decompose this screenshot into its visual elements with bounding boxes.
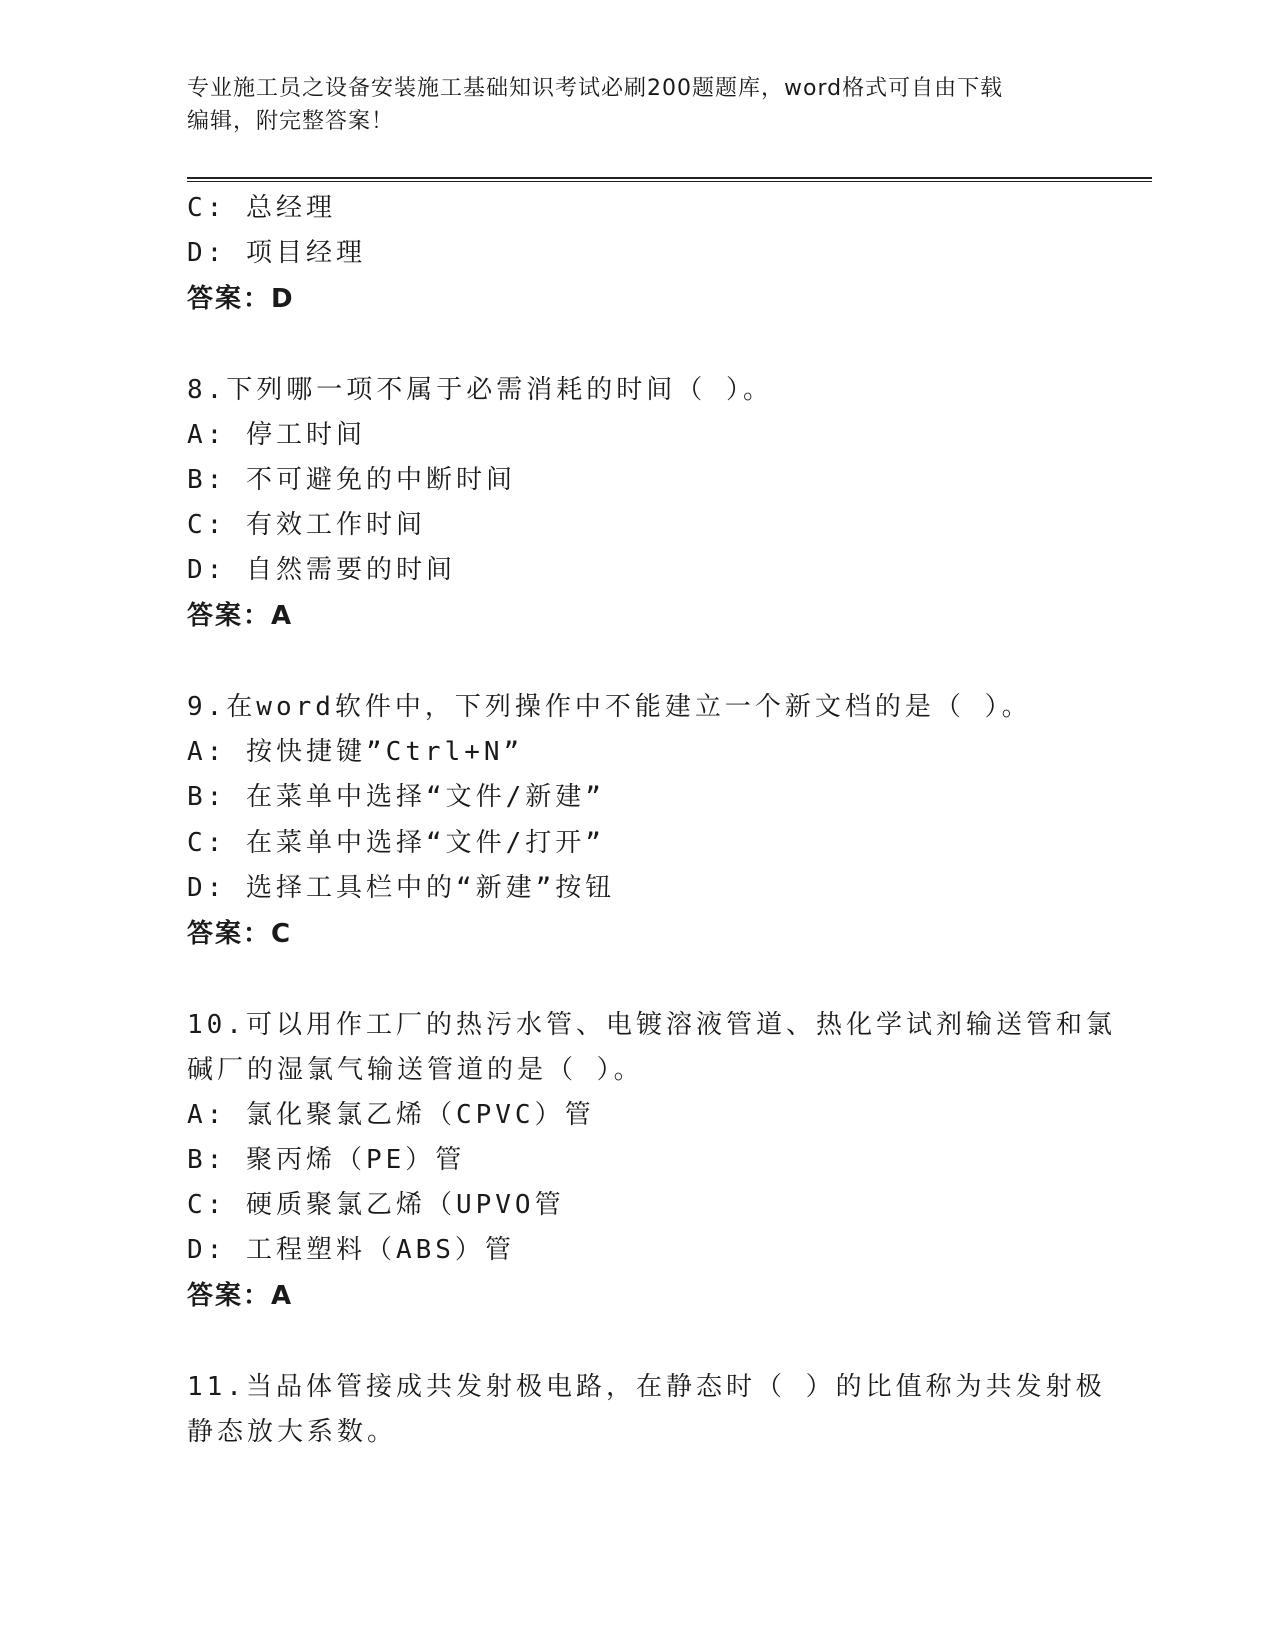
q10-option-a: A: 氯化聚氯乙烯（CPVC）管 xyxy=(187,1100,595,1130)
q10-option-b: B: 聚丙烯（PE）管 xyxy=(187,1145,466,1175)
q8-stem: 8.下列哪一项不属于必需消耗的时间（ ）。 xyxy=(187,375,773,405)
q10-stem-line1: 10.可以用作工厂的热污水管、电镀溶液管道、热化学试剂输送管和氯 xyxy=(187,1010,1116,1040)
q11-stem-line1: 11.当品体管接成共发射极电路，在静态时（ ）的比值称为共发射极 xyxy=(187,1372,1106,1402)
q10-stem-line2: 碱厂的湿氯气输送管道的是（ ）。 xyxy=(187,1055,644,1085)
q9-option-d: D: 选择工具栏中的“新建”按钮 xyxy=(187,873,616,903)
document-header xyxy=(187,72,1087,138)
q8-option-d: D: 自然需要的时间 xyxy=(187,555,456,585)
q8-option-b: B: 不可避免的中断时间 xyxy=(187,465,516,495)
q7-option-c: C: 总经理 xyxy=(187,193,336,223)
q7-answer: 答案：D xyxy=(187,284,295,314)
q8-answer: 答案：A xyxy=(187,601,294,631)
q7-option-d: D: 项目经理 xyxy=(187,238,366,268)
q9-stem: 9.在word软件中，下列操作中不能建立一个新文档的是（ ）。 xyxy=(187,692,1032,722)
q10-option-c: C: 硬质聚氯乙烯（UPVO管 xyxy=(187,1190,565,1220)
q9-option-b: B: 在菜单中选择“文件/新建” xyxy=(187,782,605,812)
q10-answer: 答案：A xyxy=(187,1281,294,1311)
header-divider-bottom xyxy=(187,181,1152,182)
q11-stem-line2: 静态放大系数。 xyxy=(187,1417,398,1447)
q9-option-c: C: 在菜单中选择“文件/打开” xyxy=(187,828,605,858)
q9-answer: 答案：C xyxy=(187,919,293,949)
q10-option-d: D: 工程塑料（ABS）管 xyxy=(187,1235,515,1265)
q8-option-a: A: 停工时间 xyxy=(187,420,366,450)
header-divider-top xyxy=(187,177,1152,179)
header-title-line2: 编辑，附完整答案！ xyxy=(187,109,395,134)
header-title-line1: 专业施工员之设备安装施工基础知识考试必刷200题题库，word格式可自由下载 xyxy=(187,76,1004,101)
q8-option-c: C: 有效工作时间 xyxy=(187,510,426,540)
q9-option-a: A: 按快捷键”Ctrl+N” xyxy=(187,737,524,767)
